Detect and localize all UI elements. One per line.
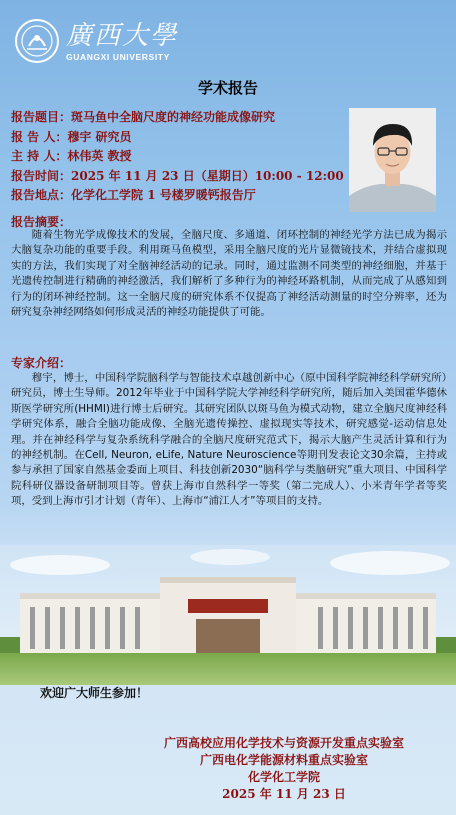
speaker-photo (349, 108, 436, 212)
report-time: 报告时间：2025 年 11 月 23 日（星期日）10:00 - 12:00 (11, 168, 344, 183)
logo-chinese-name: 廣西大學 (66, 20, 179, 51)
campus-building-image (0, 545, 456, 685)
welcome-message: 欢迎广大师生参加！ (40, 686, 149, 700)
reporter: 报 告 人：穆宇 研究员 (11, 129, 132, 144)
university-logo (14, 18, 178, 64)
logo-english-name: GUANGXI UNIVERSITY (66, 51, 170, 62)
organizer-line-3: 化学化工学院 (247, 770, 320, 784)
abstract-text: 随着生物光学成像技术的发展，全脑尺度、多通道、闭环控制的神经光学方法已成为揭示大脑复杂功能的重要手段。利用斑马鱼模型，采用全脑尺度的光片显微镜技术，并结合虚拟现实的方法，我们实现了对全脑神经活动的记录。同时，通过监测不同类型的神经细胞，并基于光遗传控制进行精确的神经激活，我们解析了多种行为的神经环路机制，从而完成了从感知到行为的闭环神经控制。这一全脑尺度的研究体系不仅提高了神经活动测量的时空分辨率，还为研究复杂神经网络如何形成灵活的神经功能提供了可能。 (11, 229, 447, 319)
university-seal-icon (14, 18, 60, 64)
poster-title: 学术报告 (197, 79, 258, 97)
footer-date: 2025 年 11 月 23 日 (222, 787, 346, 801)
abstract-heading: 报告摘要： (11, 215, 72, 229)
organizer-line-1: 广西高校应用化学技术与资源开发重点实验室 (163, 736, 404, 750)
bio-text: 穆宇，博士，中国科学院脑科学与智能技术卓越创新中心（原中国科学院神经科学研究所）研究员，博士生导师。2012年毕业于中国科学院大学神经科学研究所，随后加入美国霍华德休斯医学研究所(HHMI)进行博士后研究。其研究团队以斑马鱼为模式动物，建立全脑尺度神经科学研究体系，融合全脑功能成像、全脑光遗传操控、虚拟现实等技术，研究感觉-运动信息处理。并在神经科学与复杂系统科学融合的全脑尺度研究范式下，揭示大脑产生灵活计算和行为的神经机制。在Cell, Neuron, eLife, Nature Neuroscience等期刊发表论文30余篇，主持或参与承担了国家自然基金委面上项目、科技创新2030“脑科学与类脑研究”重大项目、中国科学院科研仪器设备研制项目等。曾获上海市自然科学一等奖（第二完成人）、小米青年学者等奖项，受到上海市引才计划（青年）、上海市“浦江人才”等项目的支持。 (11, 372, 447, 508)
info-block (11, 108, 344, 206)
host: 主 持 人：林伟英 教授 (11, 149, 132, 163)
bio-heading: 专家介绍： (11, 356, 72, 370)
footer-organizers (124, 735, 444, 803)
report-topic: 报告题目：斑马鱼中全脑尺度的神经功能成像研究 (11, 110, 276, 124)
report-location: 报告地点：化学化工学院 1 号楼罗暖钙报告厅 (11, 188, 256, 202)
organizer-line-2: 广西电化学能源材料重点实验室 (199, 753, 368, 767)
